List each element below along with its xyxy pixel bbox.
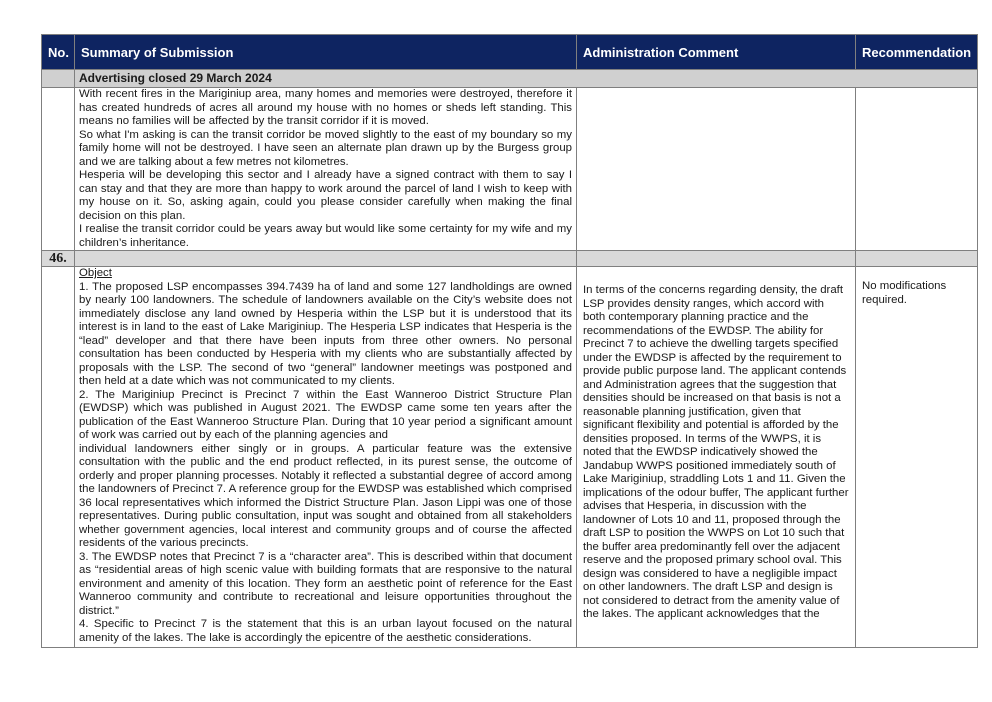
summary-para: 1. The proposed LSP encompasses 394.7439 ha of land and some 127 landholdings are owned by nearly 100 landowners. The schedule of landowners available on the City’s website does not immediately disclose any land owned by Hesperia within the LSP but it is understood that its interest is in land to the east of Lake Mariginiup. The Hesperia LSP indicates that Hesperia is the “lead” developer and that there have been inputs from three other owners. No personal consultation has been conducted by Hesperia with my clients who are substantially affected by proposals with the LSP. The second of two “general” landowner meetings was postponed and then held at a date which was not communicated to my clients. [79, 280, 572, 387]
admin-comment-text: In terms of the concerns regarding density, the draft LSP provides density ranges, which accord with both contemporary planning practice and the recommendations of the EWDSP. The ability for Precinct 7 to achieve the dwelling targets specified under the EWDSP is affected by the requirement to provide public purpose land. The applicant contends and Administration agrees that the suggestion that densities should be increased on that basis is not a reasonable planning justification, given that significant flexibility and potential is afforded by the densities proposed. In terms of the WWPS, it is noted that the EWDSP indicatively showed the Jandabup WWPS positioned immediately south of Lake Mariginiup, straddling Lots 1 and 11. Given the implications of the odour buffer, The applicant further advises that Hesperia, in discussion with the landowner of Lots 10 and 11, proposed through the draft LSP to position the WWPS on Lot 10 such that the buffer area predominantly fell over the adjacent reserve and the proposed primary school oval. This design was considered to have a negligible impact on other landowners. The draft LSP and design is not considered to detract from the amenity value of the lakes. The applicant acknowledges that the [583, 284, 849, 620]
prev-summary-para: Hesperia will be developing this sector and I already have a signed contract with them to say I can stay and that they are more than happy to work around the parcel of land I wish to keep with my house on it. So, asking again, could you please consider carefully when making the final decision on this plan. [79, 169, 572, 222]
summary-cell [75, 267, 577, 648]
header-row [42, 35, 978, 70]
table-row [42, 88, 978, 251]
header-no: No. [42, 35, 75, 70]
admin-comment-cell [577, 267, 856, 648]
prev-recommendation-cell [856, 88, 978, 251]
summary-para: 4. Specific to Precinct 7 is the statement that this is an urban layout focused on the natural amenity of the lakes. The lake is accordingly the epicentre of the aesthetic considerations. [79, 618, 572, 644]
table-row [42, 267, 978, 648]
summary-para: 3. The EWDSP notes that Precinct 7 is a “character area”. This is described within that document as “residential areas of high scenic value with building formats that are responsive to the natural environment and amenity of this location. They form an aesthetic point of reference for the East Wanneroo community and contribute to recreational and leisure opportunities throughout the district.” [79, 550, 572, 617]
submission-number-row [42, 251, 978, 267]
section-label: Advertising closed 29 March 2024 [75, 70, 978, 88]
recommendation-cell: No modifications required. [856, 267, 978, 648]
prev-admin-cell [577, 88, 856, 251]
header-summary: Summary of Submission [75, 35, 577, 70]
summary-para: 2. The Mariginiup Precinct is Precinct 7 within the East Wanneroo District Structure Plan (EWDSP) which was published in August 2021. The EWDSP came some ten years after the publication of the East Wanneroo Structure Plan. During that 10 year period a significant amount of work was carried out by each of the planning agencies and [79, 388, 572, 441]
header-admin-comment: Administration Comment [577, 35, 856, 70]
prev-summary-cell [75, 88, 577, 251]
submission-number: 46. [42, 251, 75, 267]
prev-summary-para: So what I'm asking is can the transit corridor be moved slightly to the east of my boundary so my family home will not be destroyed. I have seen an alternate plan drawn up by the Burgess group and we are talking about a few metres not kilometres. [79, 128, 572, 168]
header-recommendation: Recommendation [856, 35, 978, 70]
section-row [42, 70, 978, 88]
submissions-table [41, 34, 978, 648]
prev-summary-para: I realise the transit corridor could be years away but would like some certainty for my wife and my children’s inheritance. [79, 223, 572, 249]
prev-summary-para: With recent fires in the Mariginiup area, many homes and memories were destroyed, therefore it has created hundreds of acres all around my house with no homes or sheds left standing. This means no families will be affected by the transit corridor if it is moved. [79, 88, 572, 127]
object-heading: Object [79, 267, 112, 279]
summary-para: individual landowners either singly or in groups. A particular feature was the extensive consultation with the public and the end product reflected, in its purest sense, the outcome of orderly and proper planning processes. Notably it reflected a substantial degree of accord among the landowners of Precinct 7. A reference group for the EWDSP was established which comprised 36 local representatives which informed the District Structure Plan. Jason Lippi was one of those representatives. During public consultation, input was sought and obtained from all stakeholders whether government agencies, local interest and community groups and of course the affected residents of the various precincts. [79, 442, 572, 549]
